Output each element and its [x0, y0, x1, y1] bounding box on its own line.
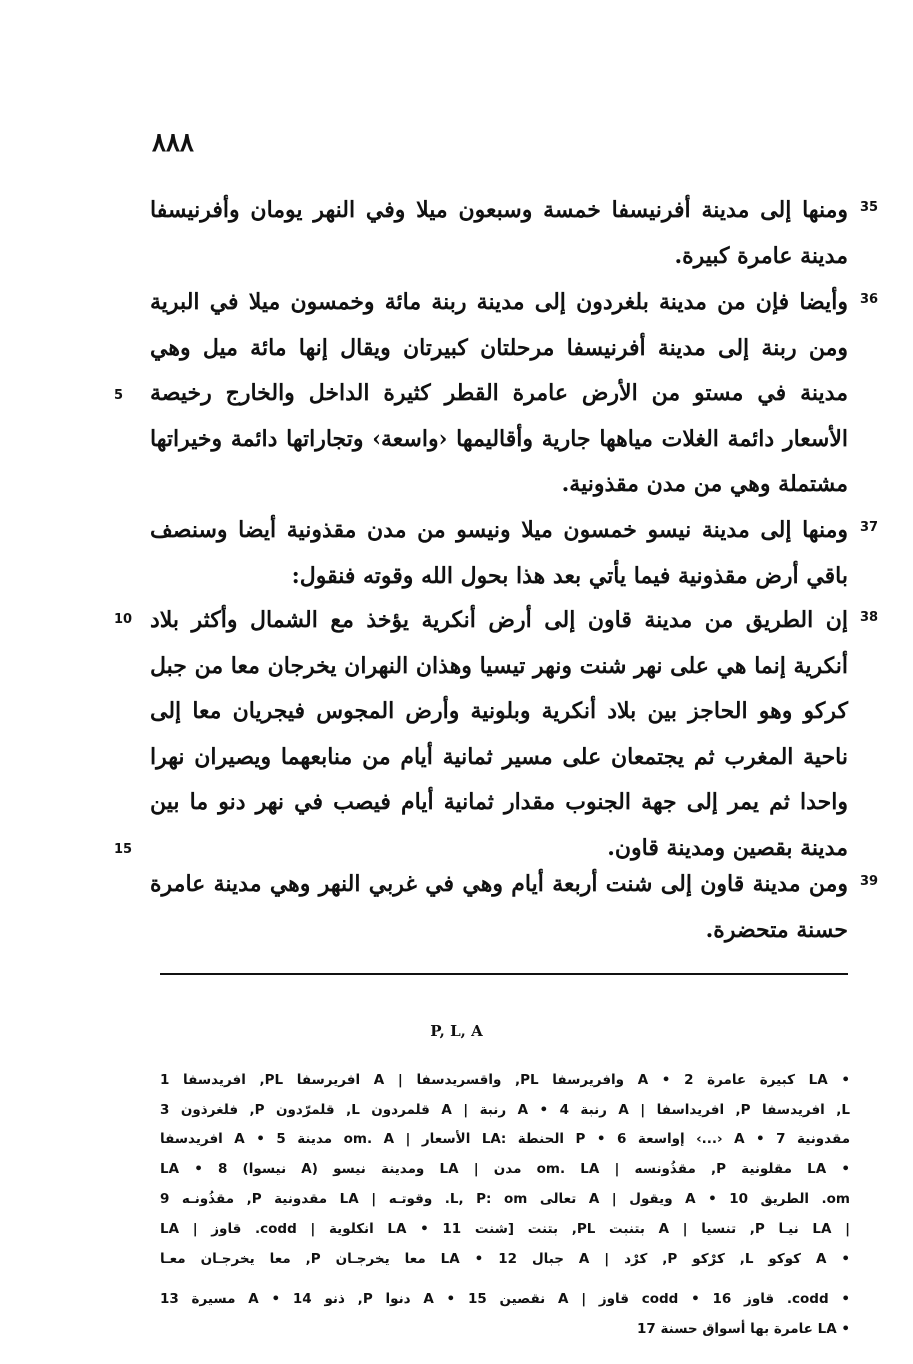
apparatus-line: • codd. قاوز 16 • codd قاوز | A نقصين 15 • A دنوا P, ذنو 14 • A مسيرة 13 — [160, 1291, 850, 1307]
apparatus-line: • LA مقلونية P, مقذُونسه | om. LA مدن | LA ومدينة نيسو (A نيسوا) 8 • LA — [160, 1161, 850, 1177]
apparatus-line: • A كوكو L, كرْكو P, كرْد | A جبال 12 • LA معا يخرجـان P, معا يخرجـان معـا — [160, 1251, 850, 1267]
paragraph-number: 36 — [860, 292, 879, 307]
paragraph-36: وأيضا فإن من مدينة بلغردون إلى مدينة ربنة مائة وخمسون ميلا في البرية ومن ربنة إلى مدينة أفرنيسفا مرحلتان كبيرتان ويقال إنها مائة ميل وهي مدينة في مستو من الأرض عامرة القطر كثيرة الداخل والخارج رخيصة الأسعار دائمة الغلات مياهها جارية وأقاليمها ‹واسعة› وتجاراتها دائمة وخيراتها مشتملة وهي من مدن مقذونية. — [150, 289, 848, 497]
apparatus-line: • LA عامرة بها أسواق حسنة 17 — [637, 1321, 850, 1337]
paragraph-number: 37 — [860, 520, 879, 535]
paragraph-number: 35 — [860, 200, 879, 215]
paragraph-39: ومن مدينة قاون إلى شنت أربعة أيام وهي في غربي النهر وهي مدينة عامرة حسنة متحضرة. — [150, 871, 848, 943]
apparatus-line: مقدونية 7 • A ‹...› إواسعة 6 • P الحنطة :LA الأسعار | om. A مدينة 5 • A افريدسفا — [160, 1131, 850, 1147]
line-number: 15 — [114, 842, 133, 857]
apparatus-line: om. الطريق 10 • A ويقول | A تعالى L, P: om. وقوتـه | LA مقدونية P, مقذُونـه 9 — [160, 1191, 850, 1207]
apparatus-line: • LA كبيرة عامرة 2 • A وافريرسفا PL, واقسريدسفا | A افريرسفا PL, افريدسفا 1 — [160, 1072, 850, 1088]
line-number: 10 — [114, 612, 133, 627]
line-number: 5 — [114, 388, 124, 403]
apparatus-sigla: P, L, A — [430, 1022, 483, 1040]
paragraph-number: 38 — [860, 610, 879, 625]
paragraph-37: ومنها إلى مدينة نيسو خمسون ميلا ونيسو من مدن مقذونية أيضا وسنصف باقي أرض مقذونية فيما يأتي بعد هذا بحول الله وقوته فنقول: — [150, 517, 848, 589]
paragraph-number: 39 — [860, 874, 879, 889]
paragraph-35: ومنها إلى مدينة أفرنيسفا خمسة وسبعون ميلا وفي النهر يومان وأفرنيسفا مدينة عامرة كبيرة. — [150, 197, 848, 269]
page-number: ٨٨٨ — [152, 128, 194, 158]
paragraph-38: إن الطريق من مدينة قاون إلى أرض أنكرية يؤخذ مع الشمال وأكثر بلاد أنكرية إنما هي على نهر شنت ونهر تيسيا وهذان النهران يخرجان معا من جبل كركو وهو الحاجز بين بلاد أنكرية وبلونية وأرض المجوس فيجريان معا إلى ناحية المغرب ثم يجتمعان على مسير ثمانية أيام من منابعهما ويصيران نهرا واحدا ثم يمر إلى جهة الجنوب مقدار ثمانية أيام فيصب في نهر دنو ما بين مدينة بقصين ومدينة قاون. — [150, 607, 848, 861]
apparatus-line: | LA نيـا P, تنسيا | A بتنبت PL, بتنت [شنت 11 • LA انكلوية | codd. قاوز | LA — [160, 1221, 850, 1237]
apparatus-line: L, افريدسفا P, افريداسفا | A رنبة 4 • A رنبة | A قلمردون L, قلمرّدون P, فلغرذون 3 — [160, 1102, 850, 1118]
footnote-separator — [160, 973, 848, 975]
